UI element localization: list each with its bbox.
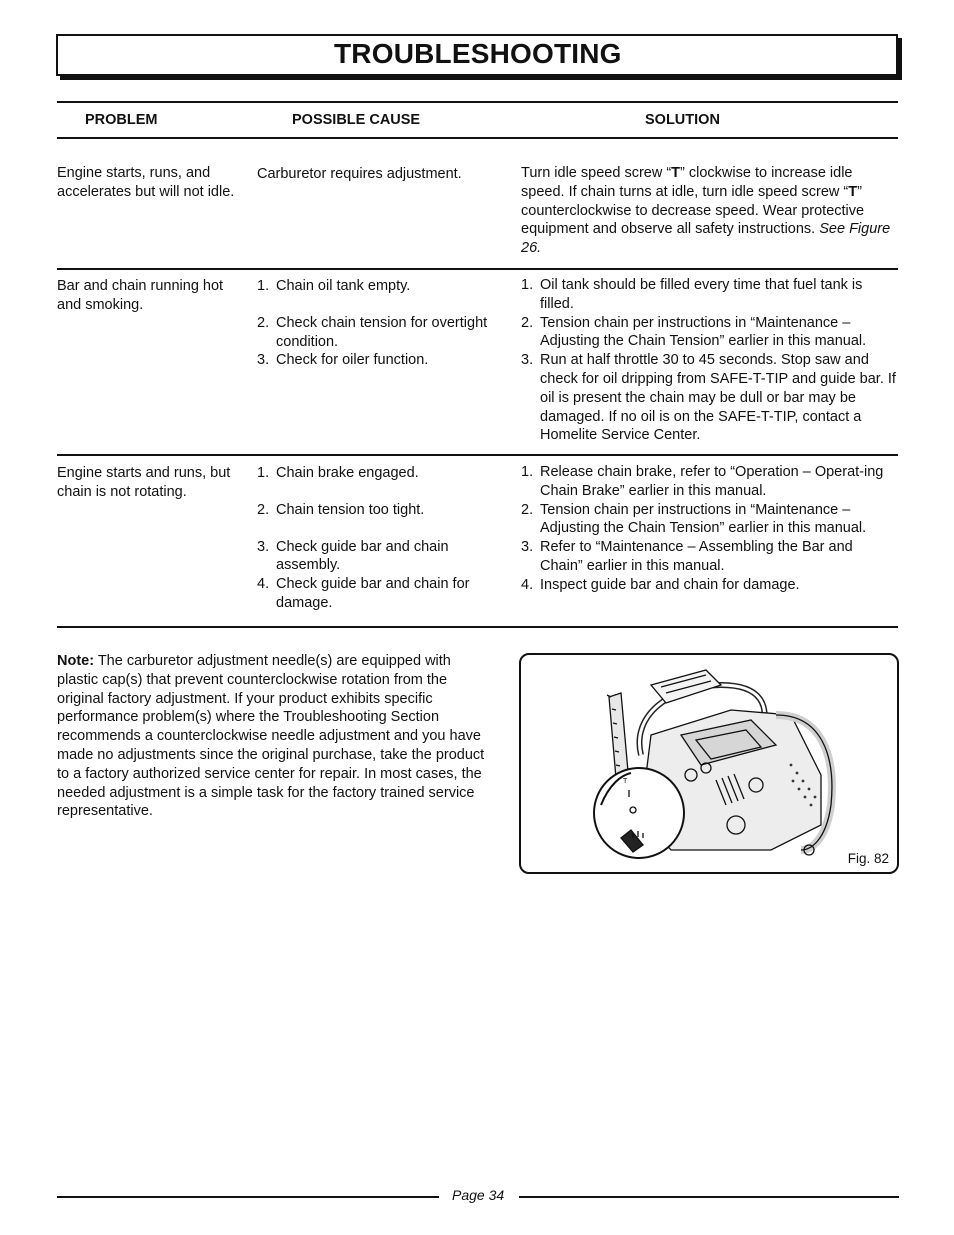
table-top-rule [57,101,898,103]
row1-solution: Turn idle speed screw “T” clockwise to increase idle speed. If chain turns at idle, turn idle speed screw “T” counterclockwise to decrease speed. Wear protective equipment and observe all safety instructions. See Figure 26. [521,165,891,257]
list-item: 2. Tension chain per instructions in “Maintenance – Adjusting the Chain Tension” earlier in this manual. [521,314,867,350]
row3-solutions [521,463,899,595]
list-item: 1. Chain brake engaged. [257,465,419,481]
header-solution: SOLUTION [645,112,720,128]
list-item: 4. Inspect guide bar and chain for damage. [521,576,800,593]
page-title: TROUBLESHOOTING [334,38,622,69]
row2-solutions [521,276,899,445]
header-cause: POSSIBLE CAUSE [292,112,421,128]
figure-82 [519,653,899,874]
title-box [56,34,898,76]
list-item: 1. Oil tank should be filled every time that fuel tank is filled. [521,277,863,312]
t-screw-label: T [623,778,628,785]
chainsaw-carburetor-illustration-icon [521,655,897,872]
figure-caption: Fig. 82 [847,851,889,866]
table-bottom-rule [57,626,898,628]
row2-problem: Bar and chain running hot and smoking. [57,278,224,313]
list-item: 2. Tension chain per instructions in “Maintenance – Adjusting the Chain Tension” earlier in this manual. [521,501,867,537]
row1-cause: Carburetor requires adjustment. [257,166,462,182]
page-number: Page 34 [452,1187,505,1203]
list-item: 2. Check chain tension for overtight condition. [257,314,488,350]
row3-causes [257,464,502,613]
list-item: 3. Check for oiler function. [257,352,429,369]
list-item: 3. Refer to “Maintenance – Assembling the Bar and Chain” earlier in this manual. [521,539,853,574]
row-divider [57,454,898,456]
row3-problem: Engine starts and runs, but chain is not rotating. [57,465,231,500]
row1-problem: Engine starts, runs, and accelerates but will not idle. [57,165,235,200]
header-rule [57,137,898,139]
carburetor-note: Note: The carburetor adjustment needle(s) are equipped with plastic cap(s) that prevent counterclockwise rotation from the original factory adjustment. If your product exhibits specific performance problem(s) where the Troubleshooting Section recommends a counterclockwise needle adjustment and you have made no adjustments since the original purchase, take the product to a factory authorized service center for repair. In most cases, the needed adjustment is a simple task for the factory trained service representative. [57,653,485,820]
header-problem: PROBLEM [85,112,158,128]
row2-causes [257,277,502,370]
list-item: 3. Run at half throttle 30 to 45 seconds. Stop saw and check for oil dripping from SAFE-T-TIP and guide bar. If oil is present the chain may be dull or bar may be damaged. If no oil is on the SAFE-T-TIP, contact a Homelite Service Center. [521,352,896,444]
list-item: 2. Chain tension too tight. [257,501,425,518]
list-item: 1. Chain oil tank empty. [257,278,411,294]
list-item: 3. Check guide bar and chain assembly. [257,538,449,574]
footer-rule-left [57,1196,439,1198]
list-item: 1. Release chain brake, refer to “Operation – Operat-ing Chain Brake” earlier in this manual. [521,464,884,499]
list-item: 4. Check guide bar and chain for damage. [257,576,470,611]
footer-rule-right [519,1196,899,1198]
row-divider [57,268,898,270]
